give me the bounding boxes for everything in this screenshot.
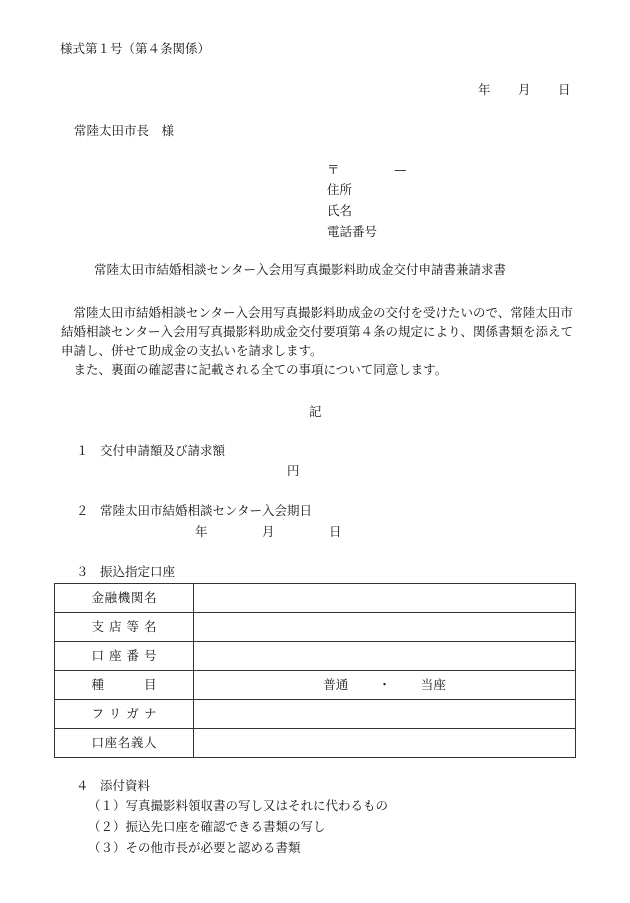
join-day: 日: [329, 524, 342, 539]
body-paragraph-2: また、裏面の確認書に記載される全ての事項について同意します。: [73, 362, 448, 377]
furigana-field[interactable]: [194, 700, 576, 729]
bank-name-field[interactable]: [194, 584, 576, 613]
section-4-title: 添付資料: [100, 778, 151, 793]
postal-mark: 〒: [327, 162, 340, 177]
date-month: 月: [518, 82, 531, 97]
account-holder-field[interactable]: [194, 729, 576, 758]
document-title: 常陸太田市結婚相談センター入会用写真撮影料助成金交付申請書兼請求書: [94, 262, 507, 277]
section-3-number: ３: [76, 564, 89, 579]
date-year: 年: [478, 82, 491, 97]
attachment-item-3: （３）その他市長が必要と認める書類: [88, 840, 301, 855]
name-label: 氏名: [327, 203, 353, 218]
postal-dash: —: [394, 162, 407, 177]
branch-name-label: 支店等名: [55, 613, 194, 642]
join-year: 年: [195, 524, 208, 539]
account-holder-label: 口座名義人: [55, 729, 194, 758]
bank-name-label: 金融機関名: [55, 584, 194, 613]
account-type-separator: ・: [378, 676, 391, 692]
table-row: [55, 584, 576, 613]
join-month: 月: [262, 524, 275, 539]
section-1-number: １: [76, 443, 89, 458]
section-3-title: 振込指定口座: [100, 564, 176, 579]
amount-unit: 円: [287, 463, 300, 478]
account-number-field[interactable]: [194, 642, 576, 671]
body-text: [61, 303, 581, 379]
body-paragraph-1: 常陸太田市結婚相談センター入会用写真撮影料助成金の交付を受けたいので、常陸太田市結婚相談センター入会用写真撮影料助成金交付要項第４条の規定により、関係書類を添えて申請し、併せて助成金の支払いを請求します。: [61, 305, 574, 358]
account-type-label: 種目: [55, 671, 194, 700]
address-label: 住所: [327, 182, 353, 197]
section-2-title: 常陸太田市結婚相談センター入会期日: [100, 503, 313, 518]
attachment-item-1: （１）写真撮影料領収書の写し又はそれに代わるもの: [88, 798, 389, 813]
form-number: 様式第１号（第４条関係）: [60, 41, 211, 56]
addressee: 常陸太田市長 様: [74, 123, 175, 138]
account-number-label: 口座番号: [55, 642, 194, 671]
section-1-title: 交付申請額及び請求額: [100, 443, 226, 458]
furigana-label: フリガナ: [55, 700, 194, 729]
attachment-item-2: （２）振込先口座を確認できる書類の写し: [88, 819, 326, 834]
table-row: [55, 642, 576, 671]
account-type-field[interactable]: [194, 671, 576, 700]
phone-label: 電話番号: [327, 224, 378, 239]
ki-heading: 記: [309, 404, 322, 419]
branch-name-field[interactable]: [194, 613, 576, 642]
table-row: [55, 671, 576, 700]
table-row: [55, 613, 576, 642]
account-type-ordinary[interactable]: 普通: [323, 676, 349, 692]
date-day: 日: [558, 82, 571, 97]
table-row: [55, 700, 576, 729]
account-type-checking[interactable]: 当座: [420, 676, 446, 692]
section-4-number: ４: [76, 778, 89, 793]
table-row: [55, 729, 576, 758]
section-2-number: ２: [76, 503, 89, 518]
bank-account-table: [54, 583, 576, 758]
